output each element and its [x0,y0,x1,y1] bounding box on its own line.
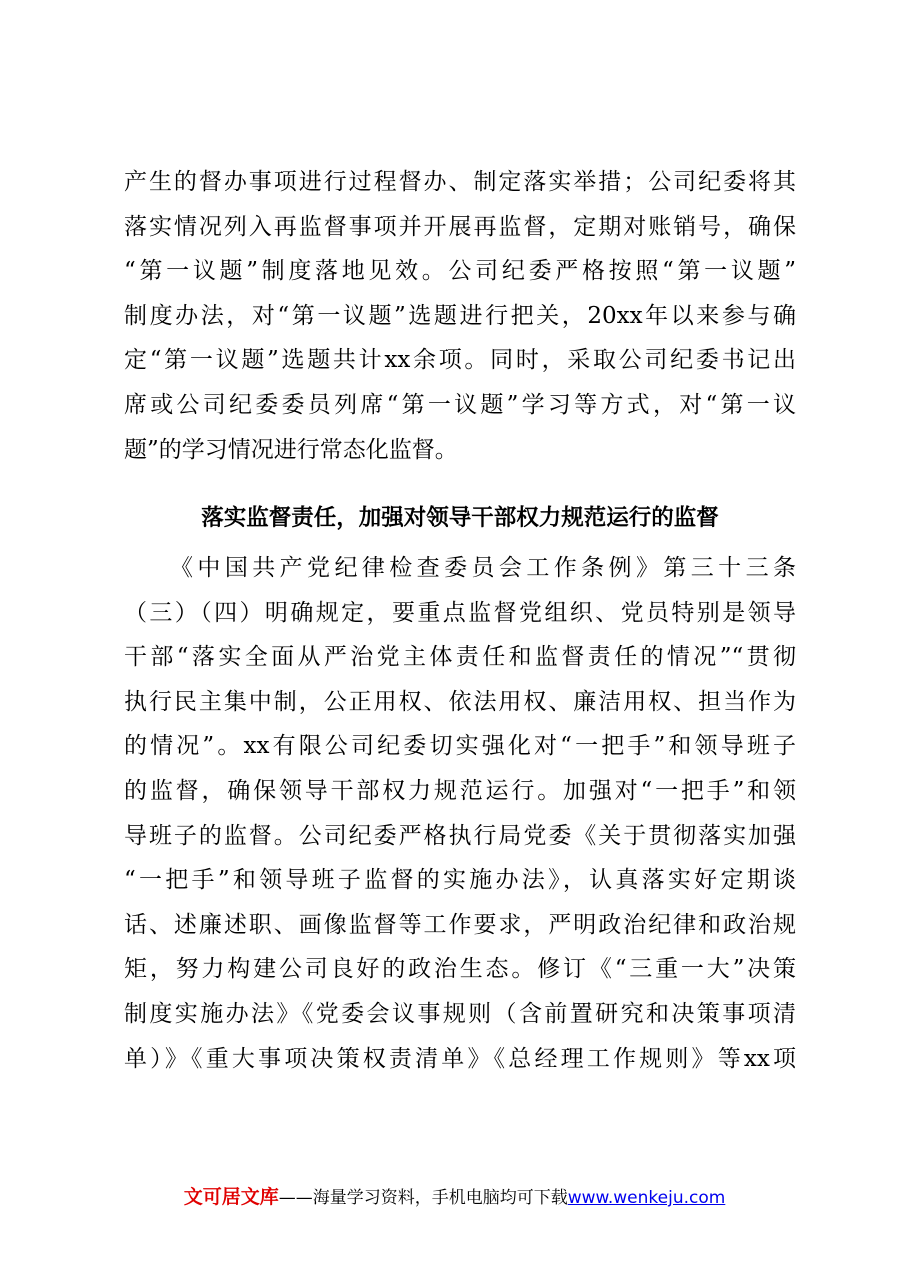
paragraph-2 [124,546,796,1081]
paragraph-2-line: 导班子的监督。公司纪委严格执行局党委《关于贯彻落实加强 [124,822,796,849]
paragraph-1-line: 产生的督办事项进行过程督办、制定落实举措；公司纪委将其 [124,169,796,195]
paragraph-1-line: 席或公司纪委委员列席“第一议题”学习等方式，对“第一议 [124,391,796,418]
paragraph-2-line: 矩，努力构建公司良好的政治生态。修订《“三重一大”决策 [124,956,796,983]
paragraph-2-line: 干部“落实全面从严治党主体责任和监督责任的情况”“贯彻 [124,644,796,671]
paragraph-2-line: 的监督，确保领导干部权力规范运行。加强对“一把手”和领 [124,777,796,804]
paragraph-1-line: 制度办法，对“第一议题”选题进行把关，20xx年以来参与确 [124,302,796,329]
paragraph-2-line: 单）》《重大事项决策权责清单》《总经理工作规则》等xx项 [124,1045,796,1072]
paragraph-1-line: “第一议题”制度落地见效。公司纪委严格按照“第一议题” [124,258,796,285]
section-heading: 落实监督责任，加强对领导干部权力规范运行的监督 [201,505,719,531]
paragraph-1-line: 题”的学习情况进行常态化监督。 [124,436,458,463]
footer-brand: 文可居文库 [183,1186,279,1208]
paragraph-2-line: “一把手”和领导班子监督的实施办法》，认真落实好定期谈 [124,867,796,894]
paragraph-2-line: 执行民主集中制，公正用权、依法用权、廉洁用权、担当作为 [124,688,796,715]
footer-slogan: ——海量学习资料，手机电脑均可下载 [278,1188,568,1208]
paragraph-1-line: 落实情况列入再监督事项并开展再监督，定期对账销号，确保 [124,213,796,240]
paragraph-1 [124,160,796,472]
paragraph-2-line: 的情况”。xx有限公司纪委切实强化对“一把手”和领导班子 [124,733,796,760]
footer-banner [0,1182,909,1209]
paragraph-2-line: 制度实施办法》《党委会议事规则（含前置研究和决策事项清 [124,1000,796,1027]
paragraph-2-line: 《中国共产党纪律检查委员会工作条例》第三十三条 [170,555,796,581]
paragraph-2-line: （三）（四）明确规定，要重点监督党组织、党员特别是领导 [124,599,796,626]
footer-website-link[interactable]: www.wenkeju.com [567,1188,726,1208]
paragraph-1-line: 定“第一议题”选题共计xx余项。同时，采取公司纪委书记出 [124,347,796,374]
paragraph-2-line: 话、述廉述职、画像监督等工作要求，严明政治纪律和政治规 [124,911,796,938]
